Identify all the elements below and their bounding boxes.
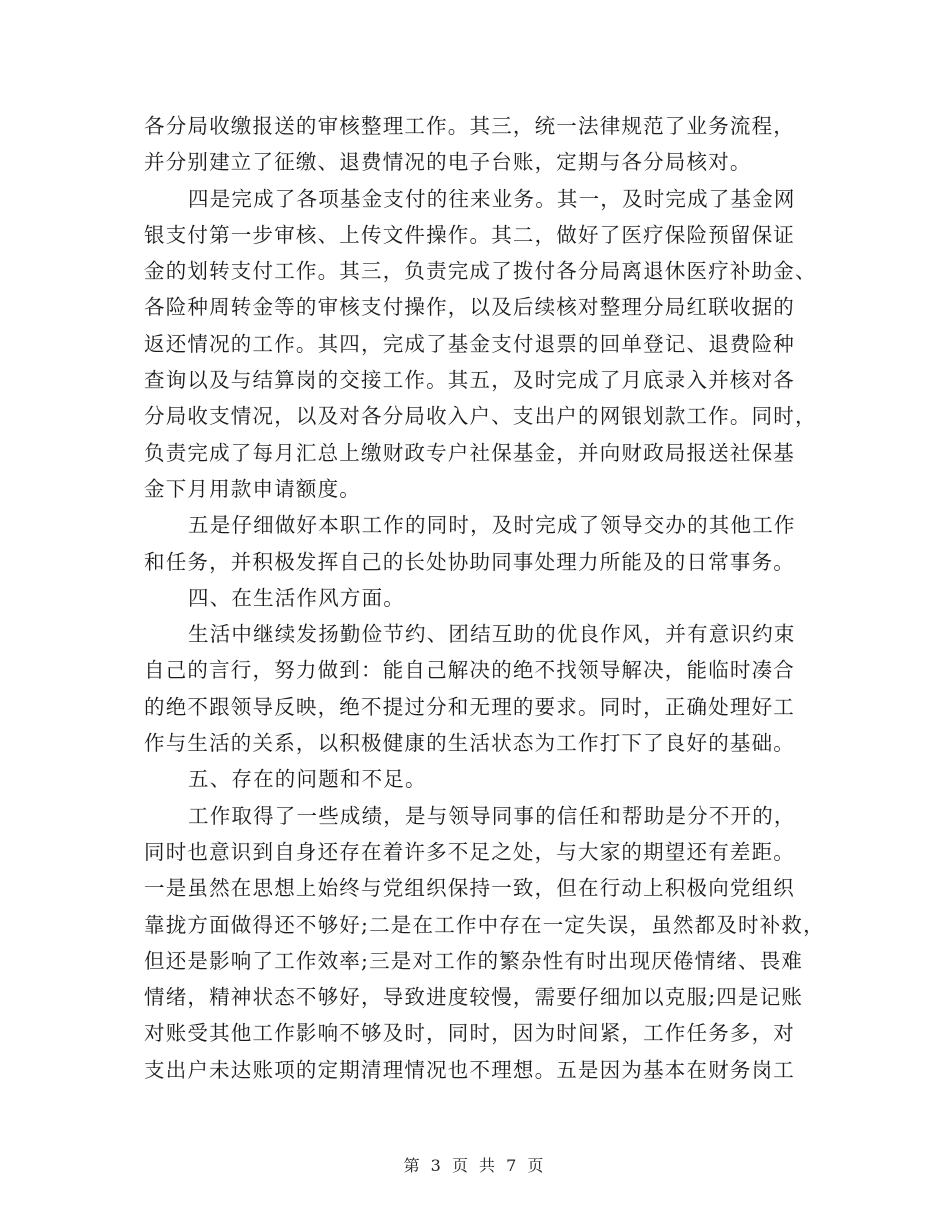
text-line: 同时也意识到自身还存在着许多不足之处，与大家的期望还有差距。	[144, 839, 795, 864]
text-line: 一是虽然在思想上始终与党组织保持一致，但在行动上积极向党组织	[144, 876, 795, 901]
text-line: 工作取得了一些成绩，是与领导同事的信任和帮助是分不开的，	[188, 803, 796, 828]
text-line: 四是完成了各项基金支付的往来业务。其一，及时完成了基金网	[188, 186, 796, 211]
text-line: 自己的言行，努力做到：能自己解决的绝不找领导解决，能临时凑合	[144, 658, 795, 683]
text-line: 和任务，并积极发挥自己的长处协助同事处理力所能及的日常事务。	[144, 549, 795, 574]
text-line: 情绪，精神状态不够好，导致进度较慢，需要仔细加以克服;四是记账	[144, 985, 804, 1010]
text-line: 作与生活的关系，以积极健康的生活状态为工作打下了良好的基础。	[144, 731, 795, 756]
text-line: 支出户未达账项的定期清理情况也不理想。五是因为基本在财务岗工	[144, 1057, 795, 1082]
text-line: 的绝不跟领导反映，绝不提过分和无理的要求。同时，正确处理好工	[144, 694, 795, 719]
page-footer: 第 3 页 共 7 页	[403, 1156, 547, 1175]
text-line: 分局收支情况，以及对各分局收入户、支出户的网银划款工作。同时，	[144, 404, 817, 429]
document-body	[144, 108, 825, 1088]
text-line: 负责完成了每月汇总上缴财政专户社保基金，并向财政局报送社保基	[144, 440, 795, 465]
text-line: 生活中继续发扬勤俭节约、团结互助的优良作风，并有意识约束	[188, 622, 796, 647]
text-line: 五、存在的问题和不足。	[188, 767, 427, 792]
text-line: 金下月用款申请额度。	[144, 476, 361, 501]
text-line: 返还情况的工作。其四，完成了基金支付退票的回单登记、退费险种	[144, 331, 795, 356]
text-line: 银支付第一步审核、上传文件操作。其二，做好了医疗保险预留保证	[144, 222, 795, 247]
text-line: 查询以及与结算岗的交接工作。其五，及时完成了月底录入并核对各	[144, 368, 795, 393]
text-line: 各险种周转金等的审核支付操作，以及后续核对整理分局红联收据的	[144, 295, 795, 320]
text-line: 但还是影响了工作效率;三是对工作的繁杂性有时出现厌倦情绪、畏难	[144, 948, 804, 973]
text-line: 靠拢方面做得还不够好;二是在工作中存在一定失误，虽然都及时补救，	[144, 912, 825, 937]
text-line: 四、在生活作风方面。	[188, 585, 405, 610]
text-line: 对账受其他工作影响不够及时，同时，因为时间紧，工作任务多，对	[144, 1021, 795, 1046]
text-line: 并分别建立了征缴、退费情况的电子台账，定期与各分局核对。	[144, 150, 752, 175]
text-line: 五是仔细做好本职工作的同时，及时完成了领导交办的其他工作	[188, 513, 796, 538]
text-line: 各分局收缴报送的审核整理工作。其三，统一法律规范了业务流程，	[144, 114, 795, 138]
text-line: 金的划转支付工作。其三，负责完成了拨付各分局离退休医疗补助金、	[144, 259, 817, 284]
